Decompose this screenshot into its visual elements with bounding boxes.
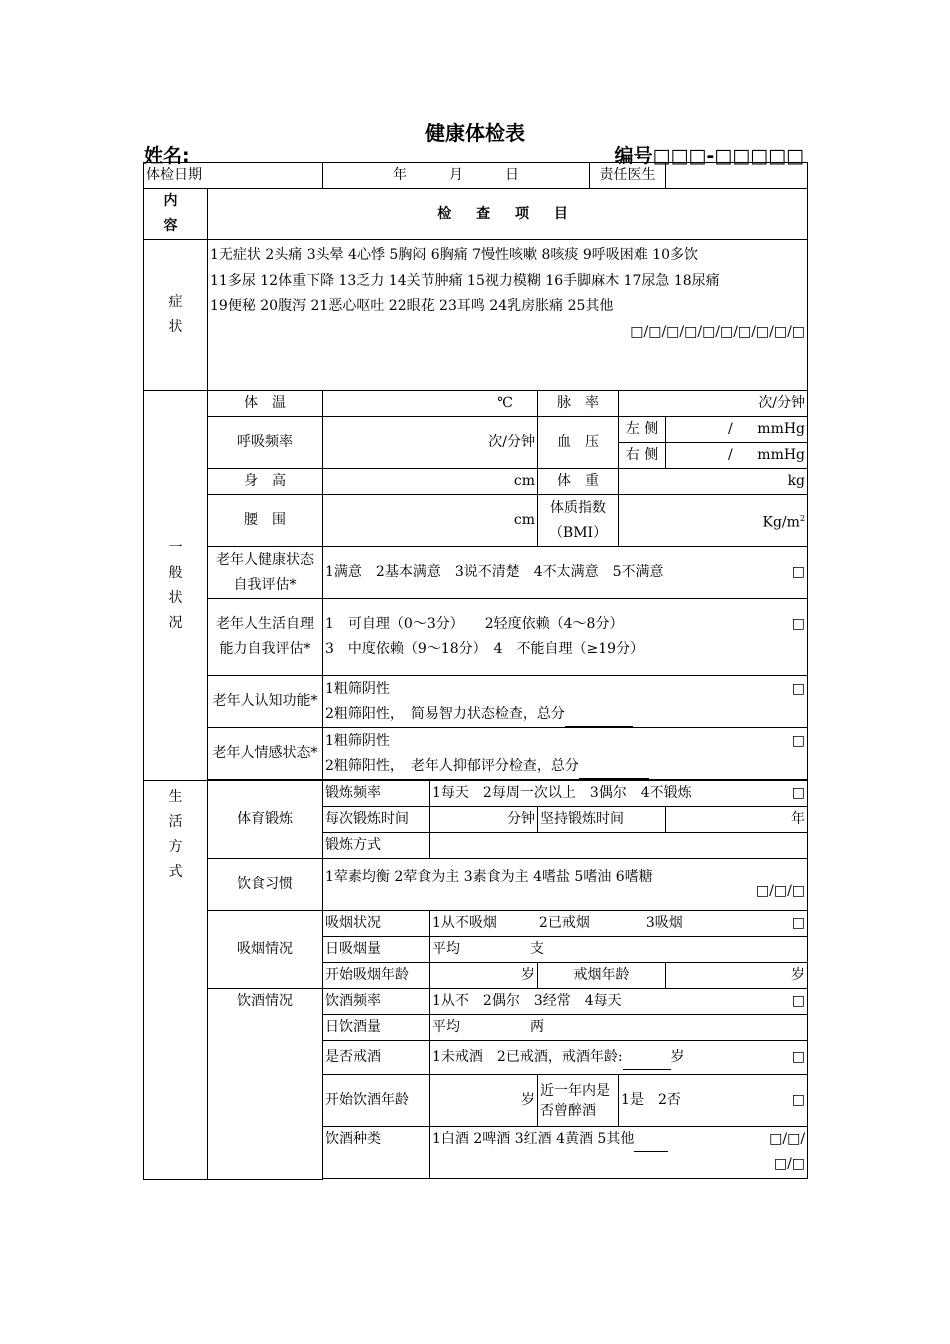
emotion-option2: 2粗筛阳性， 老年人抑郁评分检查，总分 — [325, 757, 579, 774]
drink-start-field[interactable] — [430, 1075, 538, 1127]
smoke-start-label: 开始吸烟年龄 — [323, 963, 430, 989]
drink-start-unit: 岁 — [521, 1092, 535, 1108]
bp-left-label: 左 侧 — [619, 417, 666, 443]
selfhealth-label: 老年人健康状态自我评估* — [208, 547, 323, 599]
height-unit: cm — [513, 473, 535, 489]
drink-freq-options: 1从不 2偶尔 3经常 4每天 — [432, 993, 622, 1009]
bmi-field[interactable] — [619, 495, 808, 547]
general-section: 一 般 状 况 — [144, 391, 208, 781]
content-header: 内 容 — [144, 189, 208, 240]
doctor-field[interactable] — [666, 163, 808, 189]
bp-right-field[interactable] — [666, 443, 808, 469]
drink-quit-options: 1未戒酒 2已戒酒，戒酒年龄: — [432, 1049, 623, 1065]
drink-freq-checkbox[interactable]: □ — [791, 993, 806, 1009]
resp-unit: 次/分钟 — [488, 434, 535, 450]
symptoms-line3: 19便秘 20腹泻 21恶心呕吐 22眼花 23耳鸣 24乳房胀痛 25其他 — [210, 298, 614, 314]
symptoms-section: 症 状 — [144, 240, 208, 391]
persist-label: 坚持锻炼时间 — [538, 807, 666, 833]
name-label: 姓名: — [144, 145, 190, 167]
cognitive-score-field[interactable] — [565, 708, 633, 727]
page-title: 健康体检表 — [425, 121, 525, 145]
emotion-score-field[interactable] — [579, 760, 649, 779]
symptoms-checkboxes[interactable]: □/□/□/□/□/□/□/□/□/□ — [630, 323, 806, 340]
items-header: 检 查 项 目 — [208, 189, 808, 240]
drink-quit-age-field[interactable] — [623, 1051, 671, 1070]
smoke-status-options: 1从不吸烟 2已戒烟 3吸烟 — [432, 915, 683, 931]
quit-smoke-unit: 岁 — [791, 967, 806, 983]
cognitive-option2: 2粗筛阳性， 简易智力状态检查，总分 — [325, 705, 565, 722]
symptoms-line1: 1无症状 2头痛 3头晕 4心悸 5胸闷 6胸痛 7慢性咳嗽 8咳痰 9呼吸困难 10多饮 — [210, 247, 699, 263]
bp-left-slash: / — [728, 421, 733, 437]
selfcare-option2: 3 中度依赖（9～18分） 4 不能自理（≥19分） — [325, 641, 645, 657]
selfcare-option1: 1 可自理（0～3分） 2轻度依赖（4～8分） — [325, 616, 624, 632]
bp-label: 血 压 — [538, 417, 619, 469]
drink-quit-label: 是否戒酒 — [323, 1041, 430, 1075]
drink-type-checkboxes1[interactable]: □/□/ — [769, 1131, 806, 1147]
waist-label: 腰 围 — [208, 495, 323, 547]
smoke-label: 吸烟情况 — [208, 911, 323, 989]
weight-field[interactable] — [619, 469, 808, 495]
smoke-daily-field[interactable]: 平均 支 — [430, 937, 808, 963]
weight-unit: kg — [787, 473, 806, 489]
bp-left-unit: mmHg — [757, 421, 806, 437]
bmi-unit: Kg/m — [762, 514, 800, 531]
temp-unit: ℃ — [497, 395, 513, 411]
resp-label: 呼吸频率 — [208, 417, 323, 469]
exercise-freq-label: 锻炼频率 — [323, 781, 430, 807]
exam-date-label: 体检日期 — [144, 163, 323, 189]
waist-unit: cm — [513, 512, 535, 528]
exercise-label: 体育锻炼 — [208, 781, 323, 859]
smoke-start-unit: 岁 — [521, 967, 535, 983]
health-exam-table — [143, 162, 808, 1180]
diet-label: 饮食习惯 — [208, 859, 323, 911]
pulse-unit: 次/分钟 — [758, 395, 806, 411]
selfcare-label: 老年人生活自理能力自我评估* — [208, 599, 323, 676]
exercise-time-label: 每次锻炼时间 — [323, 807, 430, 833]
quit-smoke-field[interactable] — [666, 963, 808, 989]
symptoms-line2: 11多尿 12体重下降 13乏力 14关节肿痛 15视力模糊 16手脚麻木 17尿急 18尿痛 — [210, 272, 720, 289]
temp-field[interactable] — [323, 391, 538, 417]
drink-freq-label: 饮酒频率 — [323, 989, 430, 1015]
lifestyle-section: 生 活 方 式 — [144, 781, 208, 1180]
pulse-label: 脉 率 — [538, 391, 619, 417]
exercise-time-field[interactable] — [430, 807, 538, 833]
pulse-field[interactable] — [619, 391, 808, 417]
emotion-checkbox[interactable]: □ — [791, 732, 806, 749]
smoke-start-field[interactable] — [430, 963, 538, 989]
bp-right-unit: mmHg — [757, 447, 806, 463]
drink-daily-field[interactable]: 平均 两 — [430, 1015, 808, 1041]
drink-type-options: 1白酒 2啤酒 3红酒 4黄酒 5其他 — [432, 1131, 635, 1147]
drink-type-label: 饮酒种类 — [323, 1127, 430, 1179]
height-label: 身 高 — [208, 469, 323, 495]
exercise-freq-checkbox[interactable]: □ — [791, 785, 806, 801]
drink-daily-label: 日饮酒量 — [323, 1015, 430, 1041]
persist-field[interactable] — [666, 807, 808, 833]
diet-checkboxes[interactable]: □/□/□ — [755, 883, 806, 899]
drunk-checkbox[interactable]: □ — [791, 1092, 806, 1108]
temp-label: 体 温 — [208, 391, 323, 417]
smoke-status-label: 吸烟状况 — [323, 911, 430, 937]
exam-date-field[interactable]: 年 月 日 — [323, 163, 590, 189]
smoke-status-checkbox[interactable]: □ — [791, 915, 806, 931]
diet-options: 1荤素均衡 2荤食为主 3素食为主 4嗜盐 5嗜油 6嗜糖 — [325, 869, 653, 885]
drink-quit-age-unit: 岁 — [670, 1049, 685, 1065]
bmi-unit-sup: 2 — [799, 513, 806, 523]
doctor-label: 责任医生 — [590, 163, 666, 189]
quit-smoke-label: 戒烟年龄 — [538, 963, 666, 989]
weight-label: 体 重 — [538, 469, 619, 495]
exercise-freq-options: 1每天 2每周一次以上 3偶尔 4不锻炼 — [432, 785, 692, 801]
selfcare-checkbox[interactable]: □ — [791, 616, 806, 632]
drink-label: 饮酒情况 — [208, 989, 323, 1180]
emotion-label: 老年人情感状态* — [208, 728, 323, 780]
bmi-label: 体质指数（BMI） — [538, 495, 619, 547]
drink-type-other-field[interactable] — [634, 1133, 668, 1152]
selfhealth-checkbox[interactable]: □ — [791, 564, 806, 580]
cognitive-option1: 1粗筛阴性 — [325, 680, 390, 697]
waist-field[interactable] — [323, 495, 538, 547]
resp-field[interactable] — [323, 417, 538, 469]
selfhealth-options: 1满意 2基本满意 3说不清楚 4不太满意 5不满意 — [325, 564, 664, 580]
bp-left-field[interactable] — [666, 417, 808, 443]
drunk-options: 1是 2否 — [621, 1092, 681, 1108]
cognitive-label: 老年人认知功能* — [208, 676, 323, 728]
persist-unit: 年 — [791, 811, 806, 827]
drunk-label: 近一年内是否曾醉酒 — [538, 1075, 619, 1127]
bp-right-label: 右 侧 — [619, 443, 666, 469]
exercise-method-field[interactable] — [430, 833, 808, 859]
smoke-daily-label: 日吸烟量 — [323, 937, 430, 963]
drink-start-label: 开始饮酒年龄 — [323, 1075, 430, 1127]
drink-quit-checkbox[interactable]: □ — [791, 1049, 806, 1065]
height-field[interactable] — [323, 469, 538, 495]
exercise-method-label: 锻炼方式 — [323, 833, 430, 859]
bp-right-slash: / — [728, 447, 733, 463]
code-label: 编号□□□-□□□□□ — [614, 145, 804, 167]
drink-type-checkboxes2[interactable]: □/□ — [773, 1156, 806, 1172]
emotion-option1: 1粗筛阴性 — [325, 732, 390, 749]
cognitive-checkbox[interactable]: □ — [791, 680, 806, 697]
exercise-time-unit: 分钟 — [507, 811, 535, 827]
